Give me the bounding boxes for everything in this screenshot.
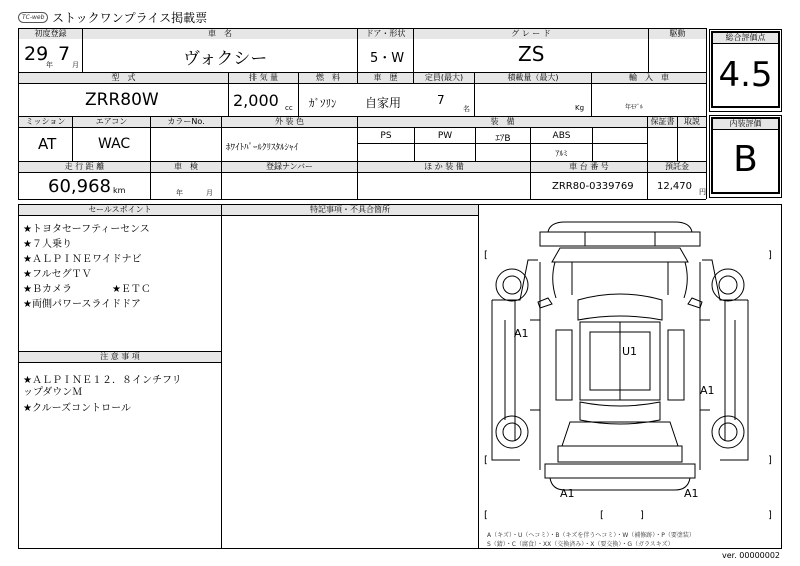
list-item: ★７人乗り (23, 239, 72, 250)
damage-mark: A1 (684, 487, 699, 500)
inspection-year-unit: 年 (176, 189, 183, 197)
bracket: [ (484, 455, 488, 466)
bracket: [ (484, 250, 488, 261)
damage-mark: U1 (622, 345, 638, 358)
label-mileage: 走 行 距 離 (19, 162, 150, 172)
label-sales-points: セールスポイント (19, 205, 221, 215)
label-door-type: ドア・形状 (358, 29, 413, 39)
equipment-airbag: ｴｱB (495, 134, 511, 144)
label-grade: グ レ ー ド (414, 29, 648, 39)
list-item: ★ＡＬＰＩＮＥワイドナビ (23, 254, 142, 265)
label-equipment: 装 備 (358, 117, 647, 127)
label-chassis-no: 車 台 番 号 (531, 162, 647, 172)
list-item: ★両側パワースライドドア (23, 299, 141, 310)
list-item: ★Ｂカメラ ★ＥＴＣ (23, 284, 151, 295)
recycle-fee-unit: 円 (699, 188, 706, 196)
label-aircon: エアコン (73, 117, 150, 127)
overall-rating-value: 4.5 (718, 55, 773, 95)
bracket: ] (768, 510, 772, 521)
overall-rating-label: 総合評価点 (713, 33, 778, 44)
bracket: [ (600, 510, 604, 521)
page-title: ストックワンプライス掲載票 (52, 11, 208, 25)
list-item: ★トヨタセーフティーセンス (23, 224, 150, 235)
bracket: ] (768, 250, 772, 261)
list-item: ★ＡＬＰＩＮＥ１２．８インチフリ (23, 375, 182, 386)
bracket: ] (640, 510, 644, 521)
fuel-value: ｶﾞｿﾘﾝ (309, 97, 337, 110)
mileage-unit: km (113, 186, 126, 195)
label-capacity: 定員(最大) (414, 73, 474, 83)
label-warranty: 保証書 (648, 117, 677, 127)
bracket: ] (768, 455, 772, 466)
sales-points-list (23, 222, 151, 312)
grade-value: ZS (518, 42, 545, 66)
first-reg-year: 29 (24, 43, 49, 65)
equipment-pw: PW (437, 131, 453, 141)
exterior-color-value: ﾎﾜｲﾄﾊﾟｰﾙｸﾘｽﾀﾙｼｬｲ (226, 143, 299, 153)
label-fuel: 燃 料 (299, 73, 357, 83)
bracket: [ (484, 510, 488, 521)
notes-list (23, 375, 182, 415)
recycle-fee-value: 12,470 (657, 181, 692, 192)
displacement-unit: cc (285, 104, 293, 112)
equipment-ps: PS (380, 131, 392, 141)
label-drive: 駆動 (649, 29, 706, 39)
mileage-value: 60,968 (48, 176, 111, 197)
legend-line-1: A（キズ）・U（ヘコミ）・B（キズを伴うヘコミ）・W（補修跡）・P（要塗装） (487, 532, 695, 539)
first-reg-year-unit: 年 (46, 61, 53, 69)
label-car-name: 車 名 (83, 29, 357, 39)
legend-line-2: S（錆）・C（腐食）・XX（交換済み）・X（要交換）・G（ガラスキズ） (487, 541, 674, 548)
equipment-abs: ABS (552, 131, 571, 141)
label-first-reg: 初度登録 (19, 29, 82, 39)
label-manual: 取説 (678, 117, 706, 127)
load-unit: Kg (575, 104, 585, 112)
aircon-value: WAC (98, 136, 131, 152)
inspection-month-unit: 月 (206, 189, 213, 197)
displacement-value: 2,000 (233, 91, 279, 110)
first-reg-month: 7 (58, 43, 71, 65)
damage-mark: A1 (560, 487, 575, 500)
label-inspection: 車 検 (151, 162, 221, 172)
interior-rating-box (709, 115, 782, 198)
mission-value: AT (38, 135, 57, 153)
capacity-value: 7 (437, 93, 445, 107)
label-import: 輸 入 車 (592, 73, 706, 83)
label-reg-number: 登録ナンバー (222, 162, 357, 172)
interior-rating-value: B (733, 139, 758, 180)
first-reg-month-unit: 月 (72, 61, 79, 69)
list-item: ップダウンＭ (23, 387, 83, 398)
import-unit: 年ﾓﾃﾞﾙ (625, 104, 644, 111)
door-type-value: 5・W (370, 51, 405, 66)
label-notes: 注 意 事 項 (19, 352, 221, 362)
damage-mark: A1 (514, 327, 529, 340)
logo: TC-web (18, 12, 48, 23)
interior-rating-label: 内装評価 (713, 119, 778, 130)
label-color-no: カラーNo. (151, 117, 221, 127)
equipment-alloy: ｱﾙﾐ (555, 149, 568, 158)
label-other-equipment: ほ か 装 備 (358, 162, 530, 172)
damage-mark: A1 (700, 384, 715, 397)
version-text: ver. 00000002 (722, 551, 781, 560)
chassis-no-value: ZRR80-0339769 (552, 181, 634, 192)
label-recycle-fee: 預託金 (648, 162, 706, 172)
label-model: 型 式 (19, 73, 228, 83)
list-item: ★フルセグＴＶ (23, 269, 92, 280)
label-load: 積載量（最大) (475, 73, 591, 83)
list-item: ★クルーズコントロール (23, 403, 131, 414)
label-remarks: 特記事項・不具合箇所 (222, 205, 478, 215)
label-exterior-color: 外 装 色 (222, 117, 357, 127)
history-value: 自家用 (365, 96, 402, 110)
model-value: ZRR80W (85, 90, 159, 110)
overall-rating-box (709, 29, 782, 112)
label-mission: ミッション (19, 117, 72, 127)
capacity-unit: 名 (463, 105, 470, 113)
label-history: 車 歴 (358, 73, 413, 83)
car-name-value: ヴォクシー (183, 49, 268, 69)
label-displacement: 排 気 量 (229, 73, 298, 83)
